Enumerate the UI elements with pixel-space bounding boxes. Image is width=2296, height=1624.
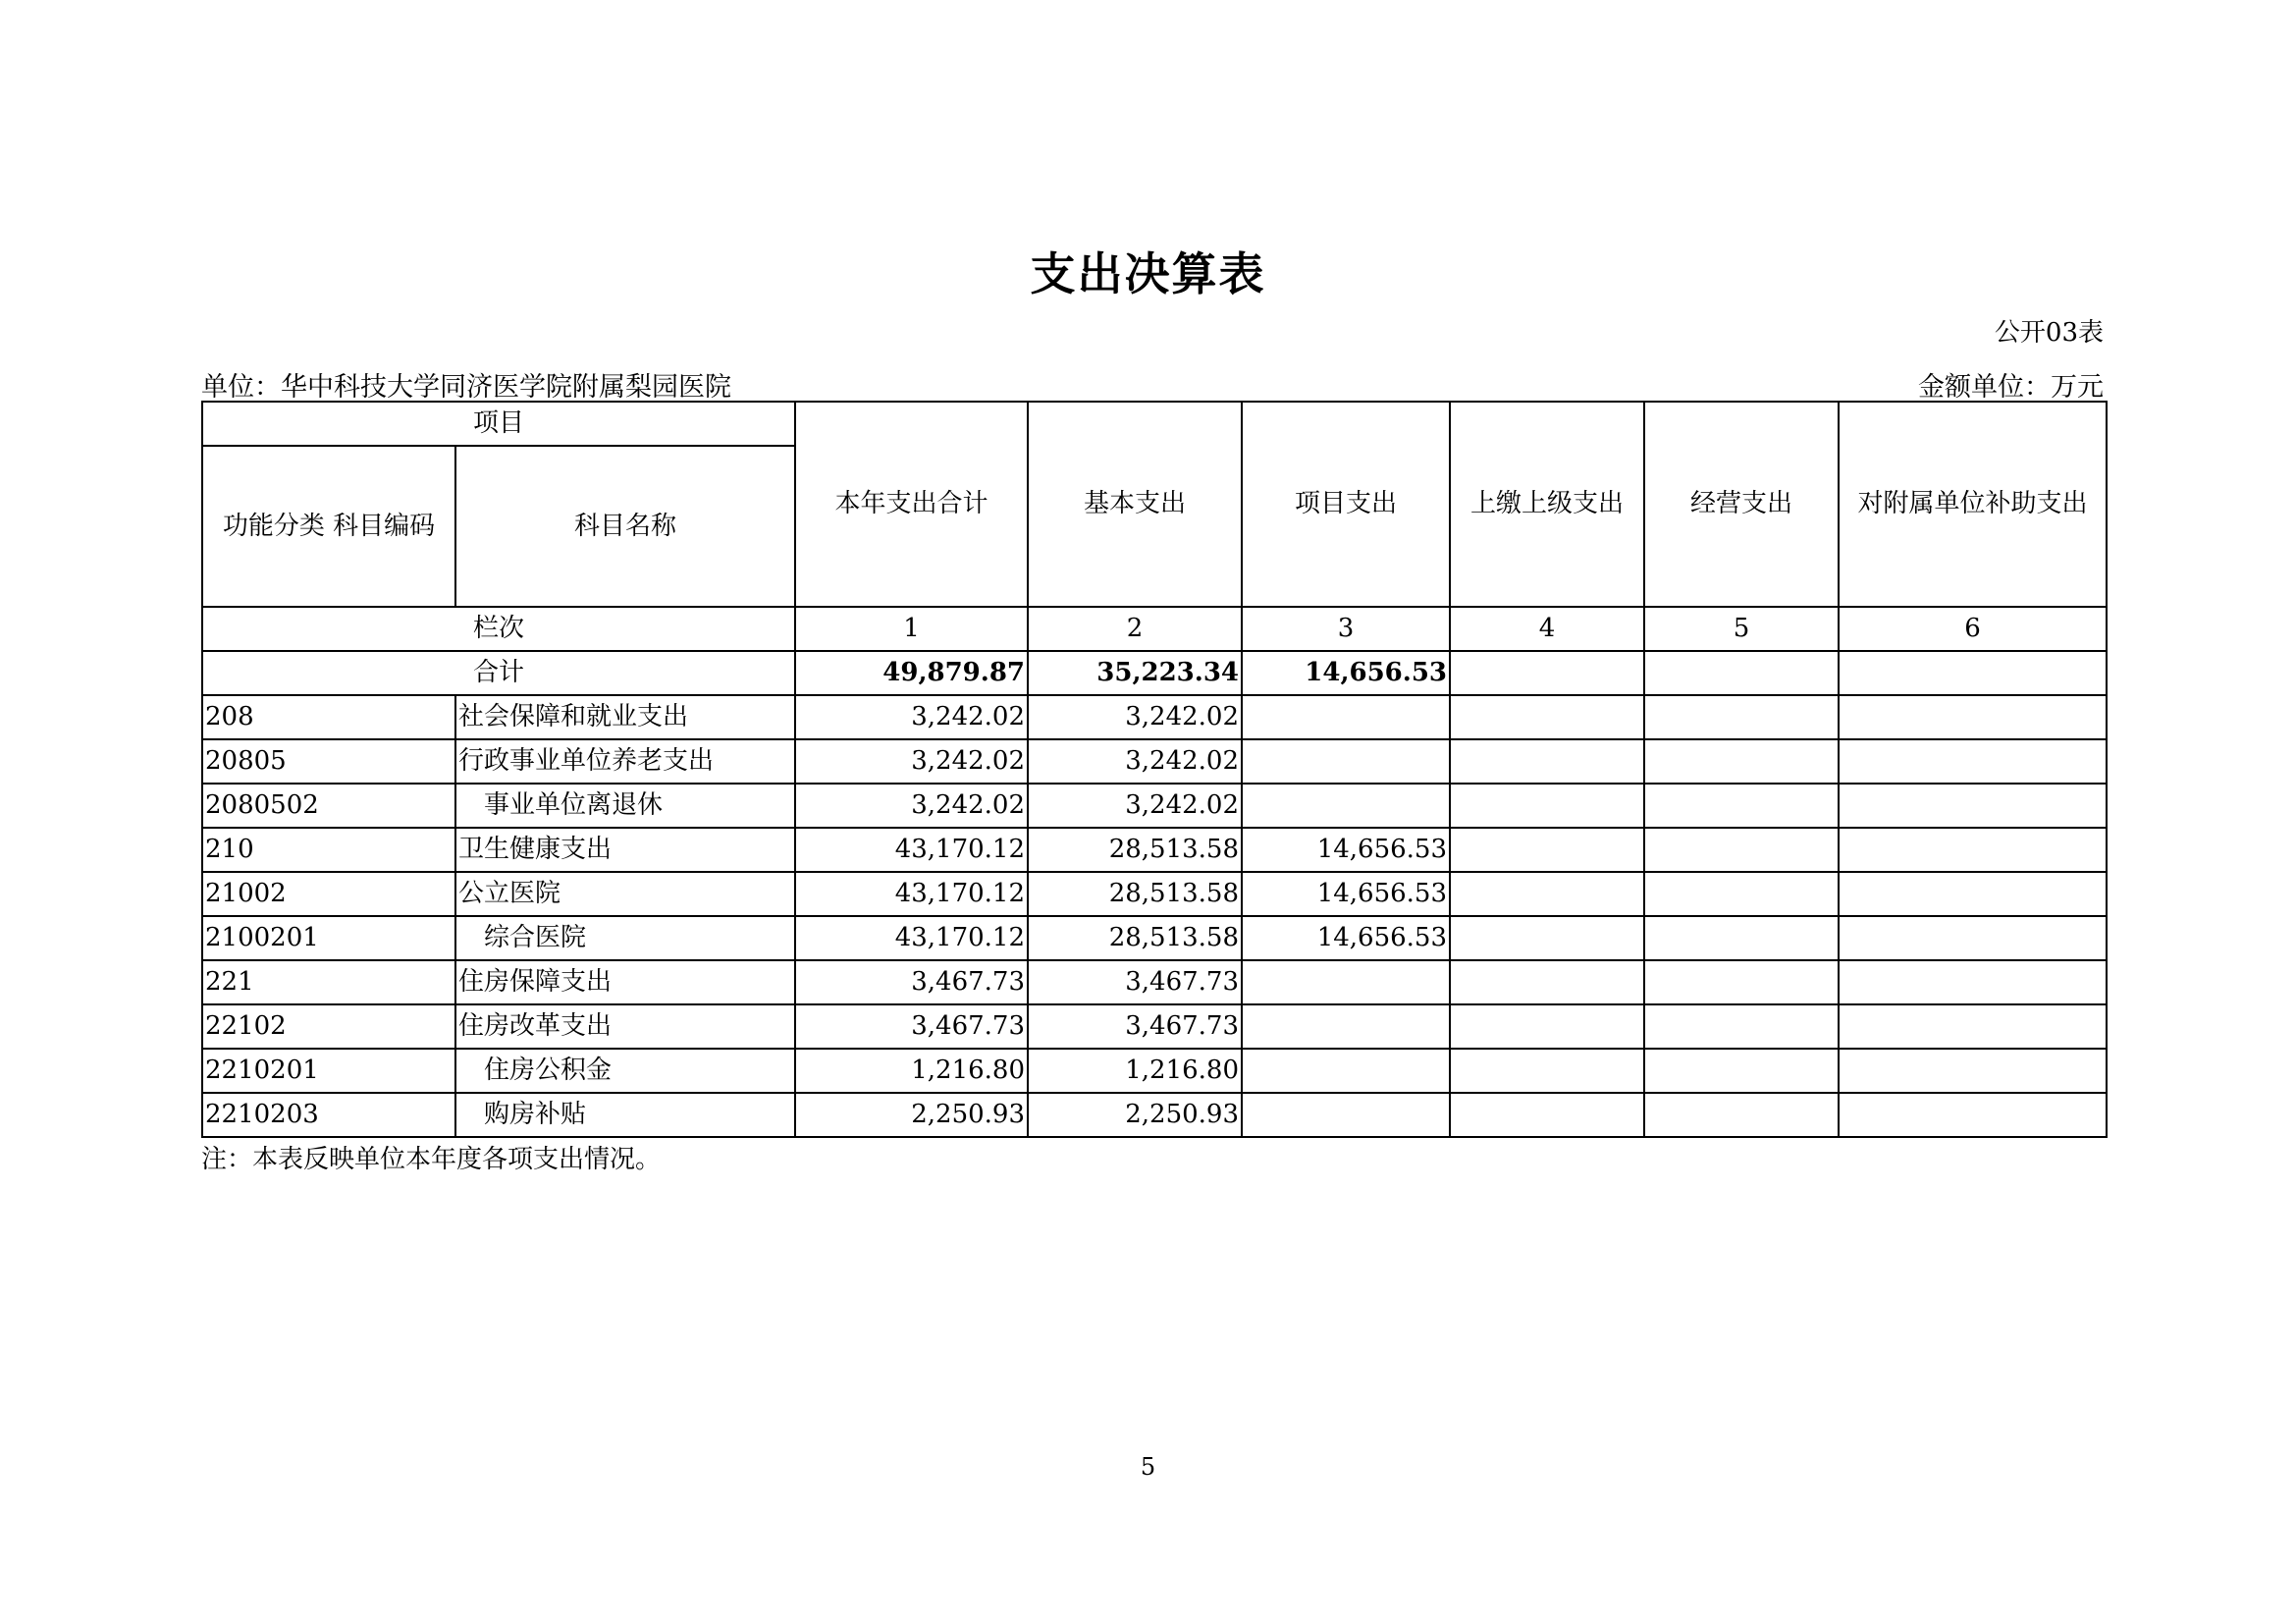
- table-row: [202, 960, 2107, 1004]
- row-value: [1644, 828, 1839, 872]
- row-code: 210: [202, 828, 455, 872]
- row-value: [1242, 784, 1450, 828]
- row-value: 3,467.73: [1028, 960, 1242, 1004]
- row-value: 3,467.73: [795, 1004, 1028, 1049]
- row-code: 208: [202, 695, 455, 739]
- row-value: [1450, 739, 1644, 784]
- row-value: [1839, 872, 2107, 916]
- row-subject-name: 行政事业单位养老支出: [455, 739, 795, 784]
- table-row: [202, 784, 2107, 828]
- row-value: [1839, 784, 2107, 828]
- header-project: 项目: [202, 402, 795, 446]
- row-subject-name: 卫生健康支出: [455, 828, 795, 872]
- col-number-4: 4: [1450, 607, 1644, 651]
- row-value: [1450, 872, 1644, 916]
- row-value: [1839, 695, 2107, 739]
- row-value: 28,513.58: [1028, 872, 1242, 916]
- row-value: [1450, 1004, 1644, 1049]
- row-value: 3,242.02: [795, 784, 1028, 828]
- total-cell: [1450, 651, 1644, 695]
- header-col-3: 项目支出: [1242, 402, 1450, 607]
- col-number-3: 3: [1242, 607, 1450, 651]
- page-number: 5: [1140, 1453, 1156, 1481]
- row-code: 21002: [202, 872, 455, 916]
- row-value: 14,656.53: [1242, 828, 1450, 872]
- row-value: [1644, 1049, 1839, 1093]
- col-number-5: 5: [1644, 607, 1839, 651]
- row-value: [1839, 1004, 2107, 1049]
- header-col-1: 本年支出合计: [795, 402, 1028, 607]
- row-value: [1644, 784, 1839, 828]
- row-value: [1839, 739, 2107, 784]
- table-row: [202, 695, 2107, 739]
- header-col-6: 对附属单位补助支出: [1839, 402, 2107, 607]
- row-value: [1242, 960, 1450, 1004]
- row-value: 14,656.53: [1242, 916, 1450, 960]
- row-subject-name: 住房改革支出: [455, 1004, 795, 1049]
- unit-label: 单位：华中科技大学同济医学院附属梨园医院: [201, 372, 731, 403]
- row-value: 3,467.73: [795, 960, 1028, 1004]
- row-value: 3,242.02: [1028, 739, 1242, 784]
- row-value: 3,242.02: [1028, 784, 1242, 828]
- row-value: 1,216.80: [1028, 1049, 1242, 1093]
- row-value: [1242, 1049, 1450, 1093]
- row-code: 22102: [202, 1004, 455, 1049]
- table-code: 公开03表: [1994, 318, 2104, 348]
- row-value: [1644, 739, 1839, 784]
- footnote: 注：本表反映单位本年度各项支出情况。: [201, 1145, 662, 1174]
- row-subject-name: 社会保障和就业支出: [455, 695, 795, 739]
- row-subject-name: 公立医院: [455, 872, 795, 916]
- row-subject-name: 事业单位离退休: [455, 784, 795, 828]
- row-value: [1644, 916, 1839, 960]
- row-value: [1450, 784, 1644, 828]
- total-cell: [1839, 651, 2107, 695]
- row-code: 2210203: [202, 1093, 455, 1137]
- row-value: [1450, 916, 1644, 960]
- row-value: [1450, 960, 1644, 1004]
- row-value: 43,170.12: [795, 872, 1028, 916]
- row-value: 2,250.93: [795, 1093, 1028, 1137]
- row-subject-name: 购房补贴: [455, 1093, 795, 1137]
- table-row: [202, 1004, 2107, 1049]
- row-value: 3,242.02: [1028, 695, 1242, 739]
- col-number-6: 6: [1839, 607, 2107, 651]
- row-value: 3,242.02: [795, 695, 1028, 739]
- header-col-5: 经营支出: [1644, 402, 1839, 607]
- row-value: 28,513.58: [1028, 828, 1242, 872]
- row-value: [1839, 828, 2107, 872]
- table-row: [202, 1093, 2107, 1137]
- col-number-2: 2: [1028, 607, 1242, 651]
- row-code: 2080502: [202, 784, 455, 828]
- page-title: 支出决算表: [1030, 247, 1266, 300]
- row-value: [1839, 1093, 2107, 1137]
- table-row: [202, 828, 2107, 872]
- row-code: 20805: [202, 739, 455, 784]
- row-value: 14,656.53: [1242, 872, 1450, 916]
- row-value: [1242, 695, 1450, 739]
- total-cell: 49,879.87: [795, 651, 1028, 695]
- total-cell: 35,223.34: [1028, 651, 1242, 695]
- table-row: [202, 916, 2107, 960]
- row-value: [1242, 1004, 1450, 1049]
- row-value: 43,170.12: [795, 916, 1028, 960]
- row-code: 221: [202, 960, 455, 1004]
- row-code: 2210201: [202, 1049, 455, 1093]
- col-number-1: 1: [795, 607, 1028, 651]
- row-value: 3,242.02: [795, 739, 1028, 784]
- table-row: [202, 739, 2107, 784]
- row-value: [1839, 1049, 2107, 1093]
- row-value: [1450, 695, 1644, 739]
- row-value: [1450, 1049, 1644, 1093]
- row-value: [1644, 1004, 1839, 1049]
- expenditure-table: [201, 401, 2108, 1138]
- header-col-2: 基本支出: [1028, 402, 1242, 607]
- row-value: [1839, 960, 2107, 1004]
- row-code: 2100201: [202, 916, 455, 960]
- total-cell: [1644, 651, 1839, 695]
- row-value: [1644, 695, 1839, 739]
- row-value: [1644, 872, 1839, 916]
- row-value: [1242, 739, 1450, 784]
- table-row: [202, 1049, 2107, 1093]
- row-subject-name: 住房公积金: [455, 1049, 795, 1093]
- row-value: 1,216.80: [795, 1049, 1028, 1093]
- row-value: [1839, 916, 2107, 960]
- row-value: 3,467.73: [1028, 1004, 1242, 1049]
- header-col-4: 上缴上级支出: [1450, 402, 1644, 607]
- row-value: 43,170.12: [795, 828, 1028, 872]
- header-func-code: 功能分类 科目编码: [202, 446, 455, 607]
- total-label: 合计: [202, 651, 795, 695]
- row-value: [1450, 1093, 1644, 1137]
- total-cell: 14,656.53: [1242, 651, 1450, 695]
- row-value: [1450, 828, 1644, 872]
- header-subject-name: 科目名称: [455, 446, 795, 607]
- row-value: 2,250.93: [1028, 1093, 1242, 1137]
- row-value: [1242, 1093, 1450, 1137]
- row-value: 28,513.58: [1028, 916, 1242, 960]
- row-label: 栏次: [202, 607, 795, 651]
- row-value: [1644, 960, 1839, 1004]
- row-subject-name: 住房保障支出: [455, 960, 795, 1004]
- amount-unit: 金额单位：万元: [1918, 372, 2104, 403]
- table-row: [202, 872, 2107, 916]
- row-subject-name: 综合医院: [455, 916, 795, 960]
- total-row: [202, 651, 2107, 695]
- row-value: [1644, 1093, 1839, 1137]
